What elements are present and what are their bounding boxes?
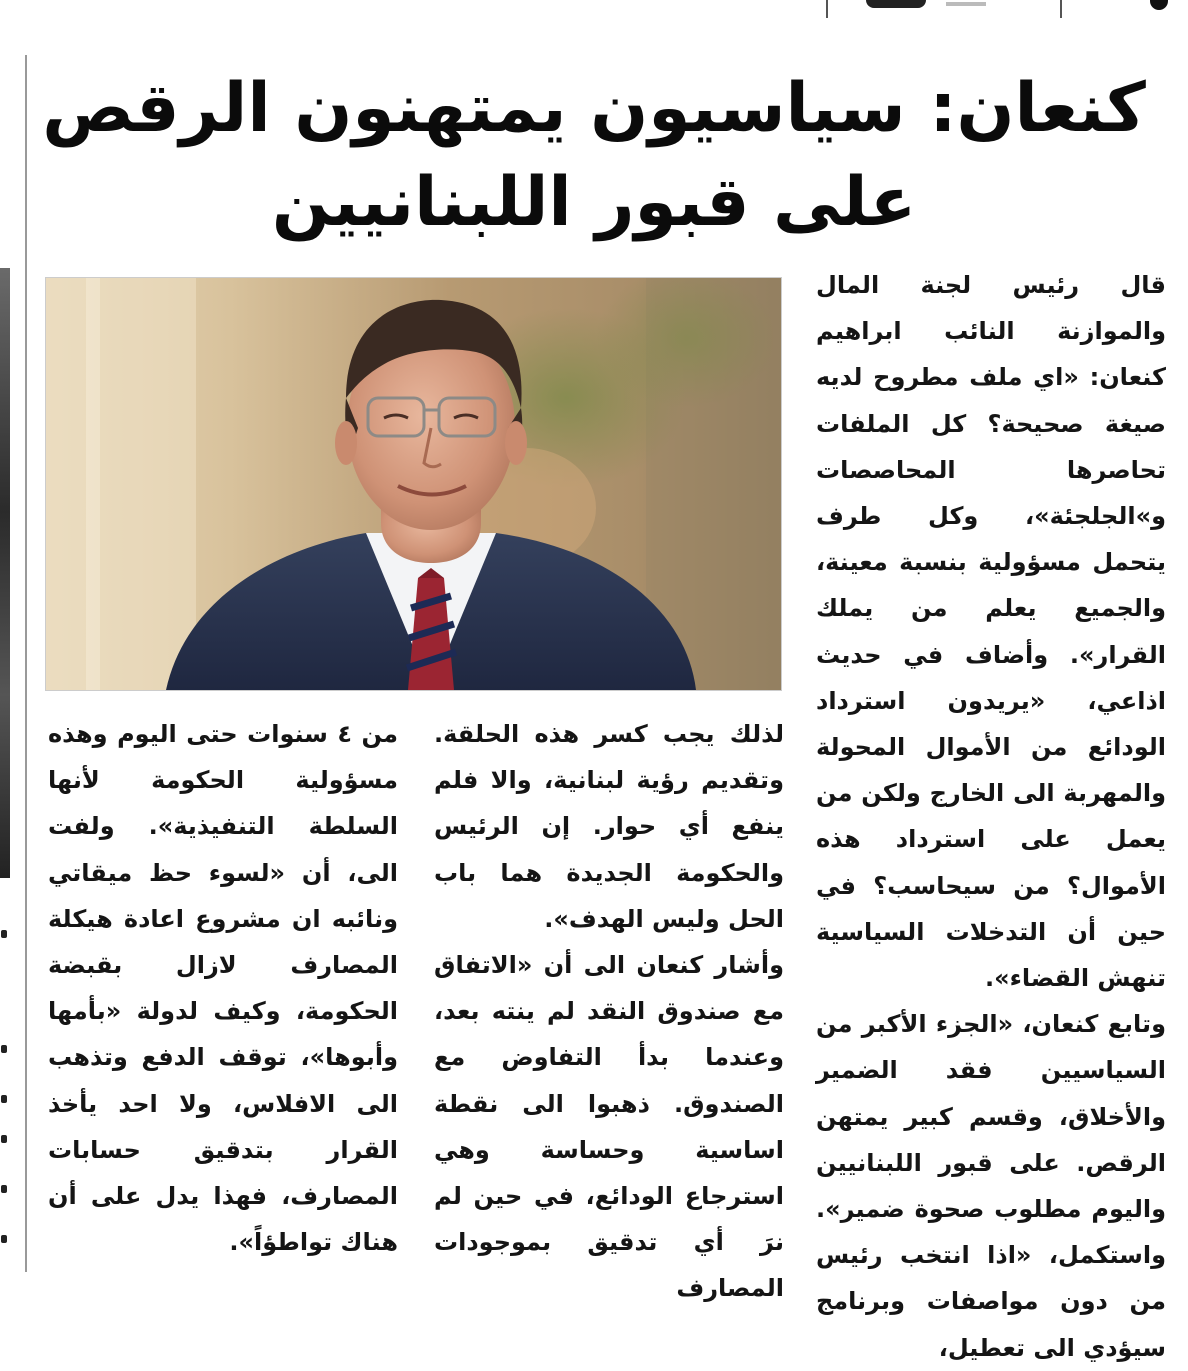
paragraph: من ٤ سنوات حتى اليوم وهذه مسؤولية الحكومة لأنها السلطة التنفيذية». ولفت الى، أن «لسوء حظ ميقاتي ونائبه ان مشروع اعادة هيكلة المصارف لازال بقبضة الحكومة، وكيف لدولة «بأمها وأبوها»، توقف الدفع وتذهب الى الافلاس، ولا احد يأخذ القرار بتدقيق حسابات المصارف، فهذا يدل على أن هناك تواطؤاً». <box>48 720 398 1257</box>
headline-line-1: كنعان: سياسيون يمتهنون الرقص <box>42 69 1146 148</box>
portrait-photo <box>45 277 782 691</box>
adjacent-page-photo-edge <box>0 268 10 878</box>
paragraph: لذلك يجب كسر هذه الحلقة. وتقديم رؤية لبنانية، والا فلم ينفع أي حوار. إن الرئيس والحكومة الجديدة هما باب الحل وليس الهدف». <box>434 720 784 933</box>
headline-line-2: على قبور اللبنانيين <box>271 163 917 242</box>
logo-mark-secondary <box>946 2 986 6</box>
article-column-middle <box>434 711 784 1312</box>
logo-mark <box>866 0 926 8</box>
article-column-left <box>48 711 398 1265</box>
paragraph: وأشار كنعان الى أن «الاتفاق مع صندوق النقد لم ينته بعد، وعندما بدأ التفاوض مع الصندوق. ذهبوا الى نقطة اساسية وحساسة وهي استرجاع الودائع، في حين لم نرَ أي تدقيق بموجودات المصارف <box>434 951 784 1303</box>
article-headline <box>40 62 1148 250</box>
paragraph: قال رئيس لجنة المال والموازنة النائب ابراهيم كنعان: «اي ملف مطروح لديه صيغة صحيحة؟ كل الملفات تحاصرها المحاصصات و»الجلجئة»، وكل طرف يتحمل مسؤولية بنسبة معينة، والجميع يعلم من يملك القرار». وأضاف في حديث اذاعي، «يريدون استرداد الودائع من الأموال المحولة والمهربة الى الخارج ولكن من يعمل على استرداد هذه الأموال؟ من سيحاسب؟ في حين أن التدخلات السياسية تنهش القضاء». <box>816 271 1166 993</box>
corner-mark <box>1150 0 1168 10</box>
column-rule <box>25 55 27 1272</box>
paragraph: وتابع كنعان، «الجزء الأكبر من السياسيين فقد الضمير والأخلاق، وقسم كبير يمتهن الرقص. على قبور اللبنانيين واليوم مطلوب صحوة ضمير». واستكمل، «اذا انتخب رئيس من دون مواصفات وبرنامج سيؤدي الى تعطيل، <box>816 1010 1166 1362</box>
portrait-illustration <box>46 278 781 690</box>
article-column-right <box>816 262 1166 1371</box>
masthead-logo-fragment <box>826 0 1062 18</box>
